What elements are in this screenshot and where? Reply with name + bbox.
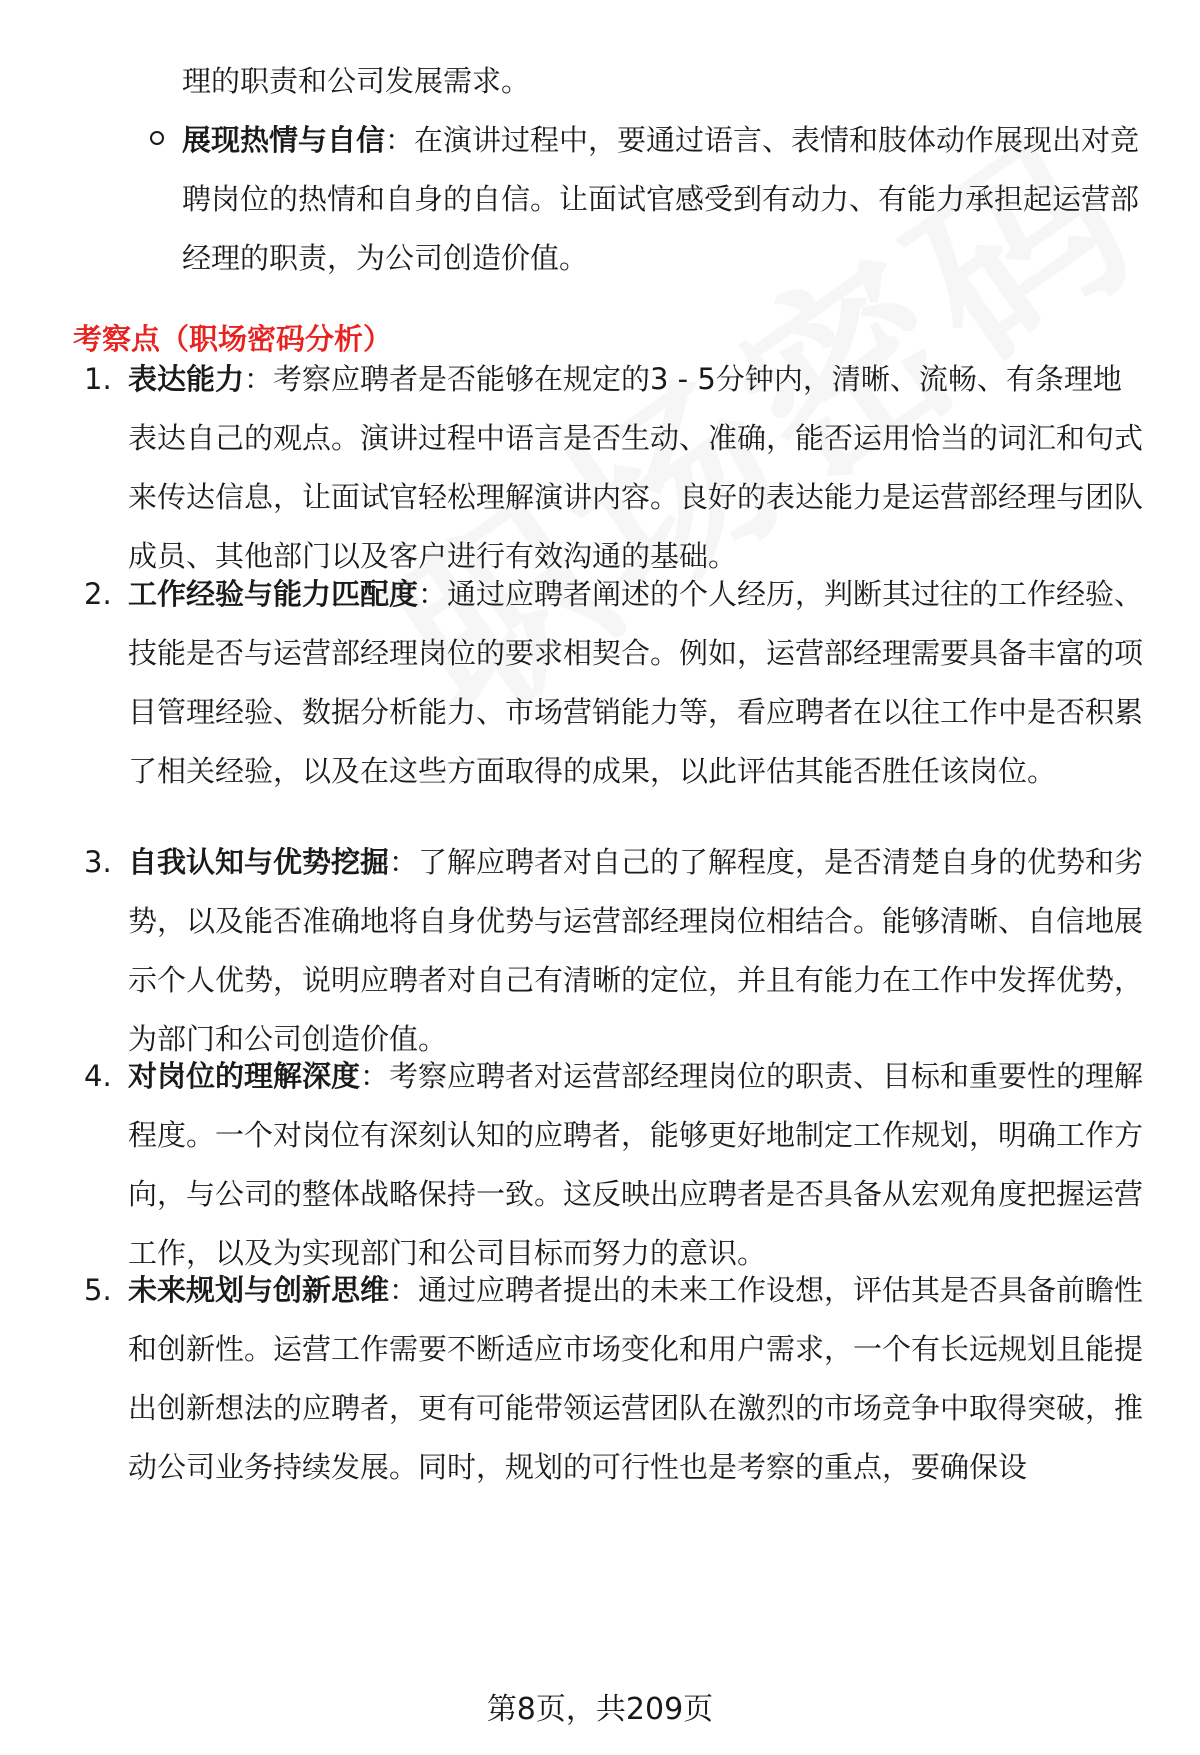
- list-item: [128, 1047, 1144, 1283]
- continuation-text: 理的职责和公司发展需求。: [182, 64, 531, 98]
- list-item-text: ：考察应聘者对运营部经理岗位的职责、目标和重要性的理解程度。一个对岗位有深刻认知的应聘者，能够更好地制定工作规划，明确工作方向，与公司的整体战略保持一致。这反映出应聘者是否具备从宏观角度把握运营工作，以及为实现部门和公司目标而努力的意识。: [128, 1059, 1144, 1270]
- page-number: 第8页，共209页: [486, 1692, 714, 1727]
- bullet-text: ：在演讲过程中，要通过语言、表情和肢体动作展现出对竞聘岗位的热情和自身的自信。让面试官感受到有动力、有能力承担起运营部经理的职责，为公司创造价值。: [182, 123, 1140, 275]
- list-item-number: 4.: [84, 1059, 112, 1093]
- list-item-number: 5.: [84, 1273, 112, 1307]
- hollow-circle-bullet-icon: [150, 131, 164, 145]
- list-item-text: ：通过应聘者提出的未来工作设想，评估其是否具备前瞻性和创新性。运营工作需要不断适应市场变化和用户需求，一个有长远规划且能提出创新想法的应聘者，更有可能带领运营团队在激烈的市场竞争中取得突破，推动公司业务持续发展。同时，规划的可行性也是考察的重点，要确保设: [128, 1273, 1144, 1484]
- list-item-term: 自我认知与优势挖掘: [128, 845, 390, 879]
- list-item-number: 2.: [84, 577, 112, 611]
- list-item-term: 表达能力: [128, 362, 245, 396]
- list-item-term: 对岗位的理解深度: [128, 1059, 361, 1093]
- list-item-text: ：考察应聘者是否能够在规定的3 - 5分钟内，清晰、流畅、有条理地表达自己的观点。演讲过程中语言是否生动、准确，能否运用恰当的词汇和句式来传达信息，让面试官轻松理解演讲内容。良好的表达能力是运营部经理与团队成员、其他部门以及客户进行有效沟通的基础。: [128, 362, 1144, 573]
- bullet-term: 展现热情与自信: [182, 123, 386, 157]
- list-item-number: 1.: [84, 362, 112, 396]
- bullet-item: [182, 111, 1144, 288]
- list-item: [128, 350, 1144, 586]
- list-item-term: 未来规划与创新思维: [128, 1273, 390, 1307]
- list-item-text: ：通过应聘者阐述的个人经历，判断其过往的工作经验、技能是否与运营部经理岗位的要求相契合。例如，运营部经理需要具备丰富的项目管理经验、数据分析能力、市场营销能力等，看应聘者在以往工作中是否积累了相关经验，以及在这些方面取得的成果，以此评估其能否胜任该岗位。: [128, 577, 1144, 788]
- list-item-text: ：了解应聘者对自己的了解程度，是否清楚自身的优势和劣势，以及能否准确地将自身优势与运营部经理岗位相结合。能够清晰、自信地展示个人优势，说明应聘者对自己有清晰的定位，并且有能力在工作中发挥优势，为部门和公司创造价值。: [128, 845, 1144, 1056]
- list-item: [128, 565, 1144, 801]
- section-heading: 考察点（职场密码分析）: [73, 322, 393, 356]
- list-item: [128, 1261, 1144, 1497]
- list-item-number: 3.: [84, 845, 112, 879]
- list-item-term: 工作经验与能力匹配度: [128, 577, 419, 611]
- list-item: [128, 833, 1144, 1069]
